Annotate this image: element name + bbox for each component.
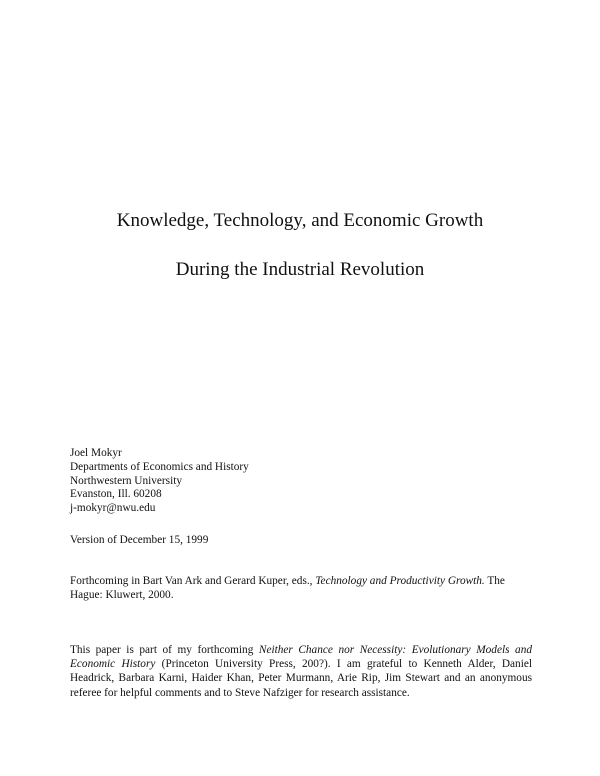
forthcoming-suffix: The bbox=[484, 575, 505, 587]
note-line-2 bbox=[70, 657, 532, 671]
forthcoming-book-title: Technology and Productivity Growth. bbox=[315, 575, 485, 587]
author-block bbox=[70, 447, 249, 516]
forthcoming-note bbox=[70, 574, 532, 602]
acknowledgement-note bbox=[70, 643, 532, 700]
author-university: Northwestern University bbox=[70, 474, 183, 487]
version-date: Version of December 15, 1999 bbox=[70, 534, 209, 546]
author-email: j-mokyr@nwu.edu bbox=[70, 502, 156, 515]
note-l1-book-title: Neither Chance nor Necessity: Evolutionary Models and bbox=[258, 644, 533, 656]
note-l2-book-title: Economic History bbox=[70, 658, 156, 671]
note-line-4: referee for helpful comments and to Steve Nafziger for research assistance. bbox=[70, 686, 410, 699]
note-line-3: Headrick, Barbara Karni, Haider Khan, Peter Murmann, Arie Rip, Jim Stewart and an anonymous bbox=[70, 672, 532, 685]
note-l2-rest: (Princeton University Press, 200?). I am grateful to Kenneth Alder, Daniel bbox=[155, 658, 532, 671]
author-department: Departments of Economics and History bbox=[70, 460, 249, 473]
title-line-2: During the Industrial Revolution bbox=[175, 259, 425, 280]
forthcoming-prefix: Forthcoming in Bart Van Ark and Gerard Kuper, eds., bbox=[70, 575, 316, 587]
forthcoming-line-2: Hague: Kluwert, 2000. bbox=[70, 589, 174, 602]
author-name: Joel Mokyr bbox=[70, 447, 122, 459]
note-l1-prefix: This paper is part of my forthcoming bbox=[70, 644, 259, 656]
title-line-1: Knowledge, Technology, and Economic Growth bbox=[116, 210, 484, 231]
author-city: Evanston, Ill. 60208 bbox=[70, 488, 162, 501]
forthcoming-line-1 bbox=[70, 574, 532, 588]
note-line-1 bbox=[70, 643, 532, 657]
